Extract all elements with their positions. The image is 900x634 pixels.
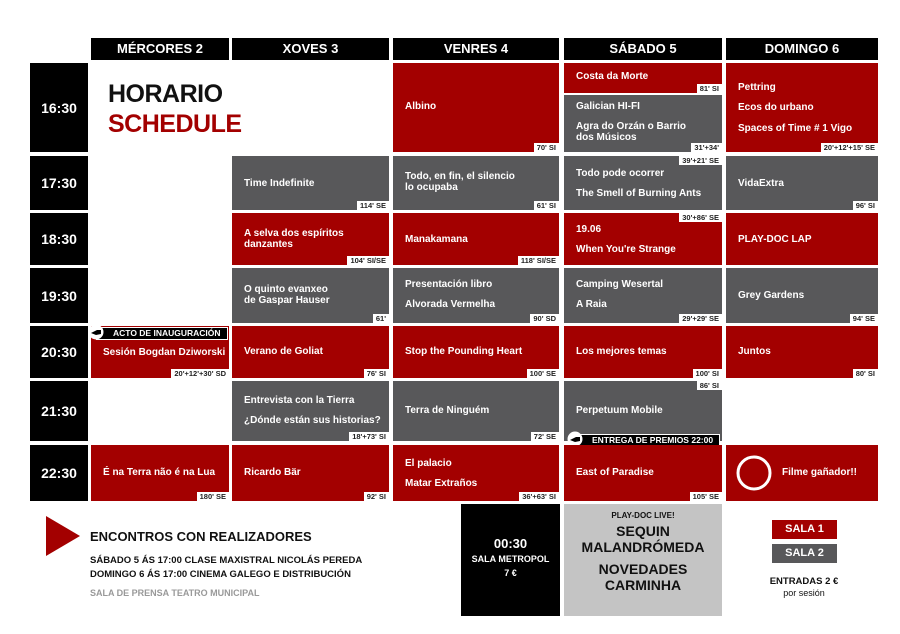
- event-stop-pounding-heart[interactable]: [393, 326, 559, 378]
- event-verano-goliat[interactable]: [232, 326, 389, 378]
- event-grey-gardens[interactable]: [726, 268, 878, 323]
- event-title: Galician HI-FI: [576, 101, 640, 112]
- legend-sala-2: SALA 2: [772, 544, 837, 563]
- event-duration: 100' SE: [527, 369, 559, 378]
- event-title: Costa da Morte: [576, 71, 649, 82]
- time-2230: 22:30: [30, 445, 88, 501]
- event-duration: 36'+63' SI: [519, 492, 559, 501]
- encontros-title: ENCONTROS CON REALIZADORES: [90, 529, 312, 544]
- event-presentacion-libro[interactable]: [393, 268, 559, 323]
- inauguration-label: ACTO DE INAUGURACIÓN: [113, 328, 221, 338]
- event-juntos[interactable]: [726, 326, 878, 378]
- metropol-price: 7 €: [504, 568, 517, 578]
- event-title-2: danzantes: [244, 239, 293, 250]
- event-title-3: Spaces of Time # 1 Vigo: [738, 123, 853, 134]
- event-quinto-evanxeo[interactable]: [232, 268, 389, 323]
- event-title-2: Alvorada Vermelha: [405, 299, 496, 310]
- event-camping-wesertal[interactable]: [564, 268, 722, 323]
- event-time-indefinite[interactable]: [232, 156, 389, 210]
- day-header-thursday: XOVES 3: [232, 38, 389, 60]
- event-selva-espiritos[interactable]: [232, 213, 389, 265]
- circle-icon: [734, 453, 774, 493]
- event-title: Grey Gardens: [738, 290, 805, 301]
- time-2030: 20:30: [30, 326, 88, 378]
- event-duration: 20'+12'+15' SE: [821, 143, 878, 152]
- awards-label: ENTREGA DE PREMIOS 22:00: [592, 435, 714, 445]
- legend-per-session: por sesión: [783, 588, 825, 598]
- live-label: PLAY-DOC LIVE!: [611, 511, 675, 520]
- event-duration: 61': [373, 314, 389, 323]
- event-title-3: dos Músicos: [576, 132, 637, 143]
- legend-price: ENTRADAS 2 €: [769, 576, 839, 587]
- event-entrevista-tierra[interactable]: [232, 381, 389, 441]
- legend-sala-1: SALA 1: [772, 520, 837, 539]
- event-title: Perpetuum Mobile: [576, 405, 663, 416]
- page-subtitle: SCHEDULE: [108, 110, 242, 138]
- time-1730: 17:30: [30, 156, 88, 210]
- event-1906[interactable]: [564, 213, 722, 265]
- metropol-venue: SALA METROPOL: [471, 554, 550, 564]
- event-title: Juntos: [738, 346, 771, 357]
- live-artist-3: NOVEDADES: [598, 561, 688, 577]
- event-title: Stop the Pounding Heart: [405, 346, 523, 357]
- event-title-2: Ecos do urbano: [738, 102, 814, 113]
- event-title: Manakamana: [405, 234, 468, 245]
- event-title-2: ¿Dónde están sus historias?: [244, 415, 381, 426]
- event-title: El palacio: [405, 458, 452, 469]
- metropol-time: 00:30: [493, 536, 528, 551]
- event-title-2: Matar Extraños: [405, 478, 478, 489]
- event-title: VidaExtra: [738, 178, 784, 189]
- live-box[interactable]: [564, 504, 722, 616]
- live-artist-4: CARMINHA: [604, 577, 682, 593]
- event-el-palacio[interactable]: [393, 445, 559, 501]
- day-header-friday: VENRES 4: [393, 38, 559, 60]
- encontros-line-1: SÁBADO 5 ÁS 17:00 CLASE MAXISTRAL NICOLÁS PEREDA: [90, 555, 363, 566]
- event-ricardo-bar[interactable]: [232, 445, 389, 501]
- event-terra-ninguem[interactable]: [393, 381, 559, 441]
- event-title: Time Indefinite: [244, 178, 315, 189]
- event-title: Entrevista con la Tierra: [244, 395, 355, 406]
- event-duration: 70' SI: [534, 143, 559, 152]
- event-title: Filme gañador!!: [782, 467, 858, 478]
- event-title: 19.06: [576, 224, 602, 235]
- event-duration: 31'+34': [691, 143, 722, 152]
- event-title-2: A Raia: [576, 299, 607, 310]
- event-duration: 118' SI/SE: [518, 256, 559, 265]
- event-duration: 90' SD: [530, 314, 559, 323]
- event-vidaextra[interactable]: [726, 156, 878, 210]
- event-filme-ganador[interactable]: [726, 445, 878, 501]
- day-header-sunday: DOMINGO 6: [726, 38, 878, 60]
- event-duration: 61' SI: [534, 201, 559, 210]
- event-title-2: When You're Strange: [576, 244, 676, 255]
- pointing-hand-icon: [88, 324, 104, 340]
- encontros-venue: SALA DE PRENSA TEATRO MUNICIPAL: [90, 588, 260, 598]
- event-title: É na Terra não é na Lua: [103, 467, 216, 478]
- event-duration: 80' SI: [853, 369, 878, 378]
- time-2130: 21:30: [30, 381, 88, 441]
- live-artist-2: MALANDRÓMEDA: [581, 539, 705, 555]
- event-title: Verano de Goliat: [244, 346, 323, 357]
- event-duration: 20'+12'+30' SD: [171, 369, 229, 378]
- event-duration: 104' SI/SE: [347, 256, 389, 265]
- event-duration: 92' SI: [364, 492, 389, 501]
- event-perpetuum-mobile[interactable]: [564, 381, 722, 441]
- event-duration: 81' SI: [697, 84, 722, 93]
- event-duration: 94' SE: [850, 314, 878, 323]
- live-artist-1: SEQUIN: [616, 523, 670, 539]
- event-duration: 86' SI: [697, 381, 722, 390]
- page-title: HORARIO: [108, 80, 223, 108]
- event-duration: 76' SI: [364, 369, 389, 378]
- event-title: O quinto evanxeo: [244, 284, 328, 295]
- event-duration: 30'+86' SE: [679, 213, 722, 222]
- event-title: Albino: [405, 101, 437, 112]
- event-title-2: The Smell of Burning Ants: [576, 188, 702, 199]
- event-title: Los mejores temas: [576, 346, 667, 357]
- event-title: PLAY-DOC LAP: [738, 234, 812, 245]
- day-header-saturday: SÁBADO 5: [564, 38, 722, 60]
- metropol-box[interactable]: [461, 504, 560, 616]
- event-albino[interactable]: [393, 63, 559, 152]
- event-duration: 39'+21' SE: [679, 156, 722, 165]
- event-title: Sesión Bogdan Dziworski: [103, 347, 226, 358]
- event-duration: 100' SI: [693, 369, 722, 378]
- event-duration: 180' SE: [197, 492, 229, 501]
- event-title-2: lo ocupaba: [405, 182, 458, 193]
- event-title: Presentación libro: [405, 279, 493, 290]
- event-na-terra[interactable]: [91, 445, 229, 501]
- event-title: A selva dos espíritos: [244, 228, 344, 239]
- time-1830: 18:30: [30, 213, 88, 265]
- event-duration: 29'+29' SE: [679, 314, 722, 323]
- event-title: Todo pode ocorrer: [576, 168, 665, 179]
- time-1930: 19:30: [30, 268, 88, 323]
- event-manakamana[interactable]: [393, 213, 559, 265]
- event-title-2: de Gaspar Hauser: [244, 295, 330, 306]
- event-title: Ricardo Bär: [244, 467, 301, 478]
- event-title: Terra de Ninguém: [405, 405, 490, 416]
- event-galician-hifi[interactable]: [564, 95, 722, 152]
- encontros-line-2: DOMINGO 6 ÁS 17:00 CINEMA GALEGO E DISTRIBUCIÓN: [90, 569, 351, 580]
- event-title: Camping Wesertal: [576, 279, 664, 290]
- event-title-2: Agra do Orzán o Barrio: [576, 121, 687, 132]
- event-costa-da-morte[interactable]: [564, 63, 722, 93]
- event-duration: 18'+73' SI: [349, 432, 389, 441]
- event-duration: 114' SE: [357, 201, 389, 210]
- day-header-wednesday: MÉRCORES 2: [91, 38, 229, 60]
- event-title: Pettring: [738, 82, 776, 93]
- event-title: East of Paradise: [576, 467, 654, 478]
- event-todo-en-fin[interactable]: [393, 156, 559, 210]
- event-duration: 96' SI: [853, 201, 878, 210]
- time-1630: 16:30: [30, 63, 88, 152]
- event-duration: 72' SE: [531, 432, 559, 441]
- event-mejores-temas[interactable]: [564, 326, 722, 378]
- play-triangle-icon: [46, 516, 80, 556]
- inauguration-tag: [96, 327, 228, 340]
- event-duration: 105' SE: [690, 492, 722, 501]
- event-title: Todo, en fin, el silencio: [405, 171, 515, 182]
- event-east-of-paradise[interactable]: [564, 445, 722, 501]
- event-play-doc-lap[interactable]: [726, 213, 878, 265]
- event-todo-pode-ocorrer[interactable]: [564, 156, 722, 210]
- event-pettring[interactable]: [726, 63, 878, 152]
